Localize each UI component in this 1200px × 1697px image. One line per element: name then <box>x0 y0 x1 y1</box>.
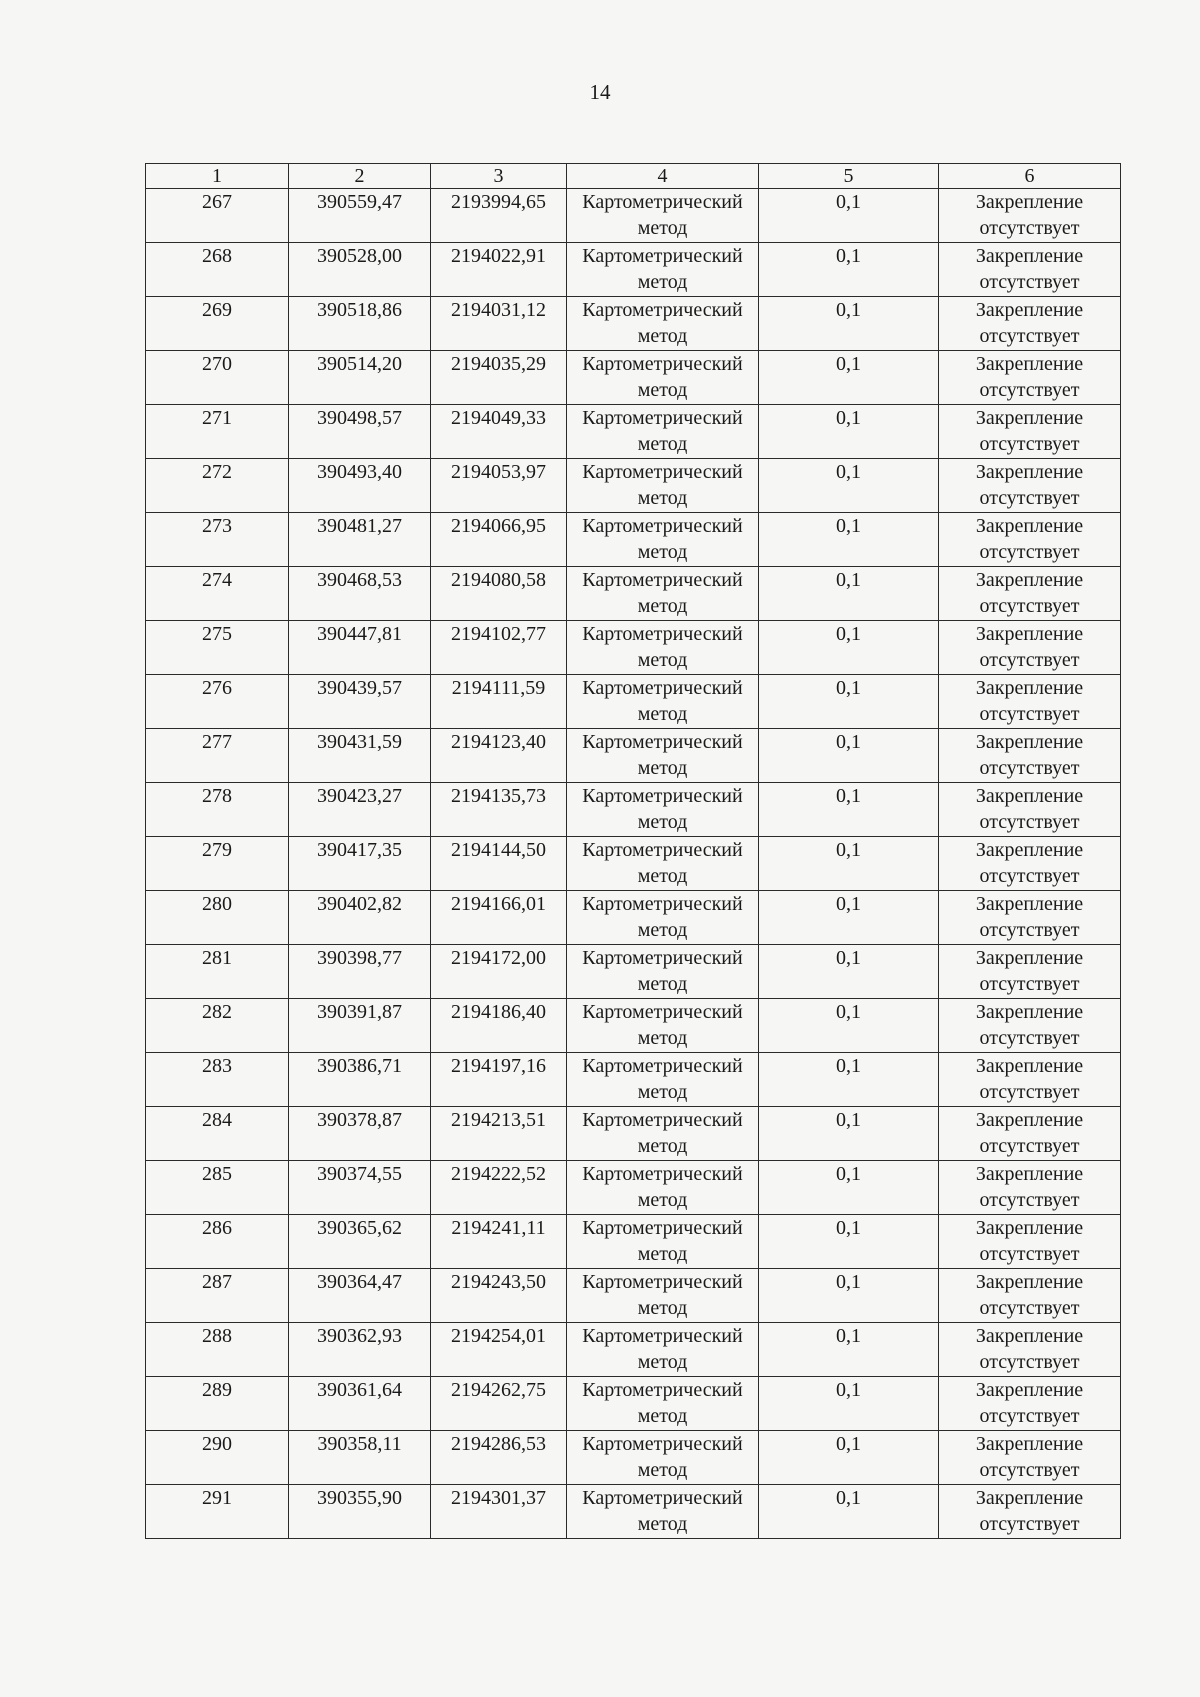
fixation-cell <box>939 297 1121 351</box>
method-line-1: Картометрический <box>582 947 743 969</box>
x-coordinate-cell: 390514,20 <box>289 351 431 405</box>
accuracy-cell: 0,1 <box>759 1161 939 1215</box>
method-line-2: метод <box>637 919 688 941</box>
x-coordinate-cell: 390365,62 <box>289 1215 431 1269</box>
fixation-cell <box>939 1323 1121 1377</box>
method-line-1: Картометрический <box>582 299 743 321</box>
accuracy-cell: 0,1 <box>759 675 939 729</box>
fixation-line-1: Закрепление <box>975 569 1084 591</box>
table-row <box>146 837 1121 891</box>
table-row <box>146 459 1121 513</box>
method-cell <box>567 243 759 297</box>
method-line-1: Картометрический <box>582 1001 743 1023</box>
fixation-cell <box>939 621 1121 675</box>
method-line-2: метод <box>637 649 688 671</box>
method-cell <box>567 1485 759 1539</box>
y-coordinate-cell: 2194049,33 <box>431 405 567 459</box>
method-line-2: метод <box>637 757 688 779</box>
method-cell <box>567 1161 759 1215</box>
method-cell <box>567 1323 759 1377</box>
y-coordinate-cell: 2194197,16 <box>431 1053 567 1107</box>
fixation-line-1: Закрепление <box>975 1379 1084 1401</box>
accuracy-cell: 0,1 <box>759 999 939 1053</box>
x-coordinate-cell: 390378,87 <box>289 1107 431 1161</box>
fixation-line-2: отсутствует <box>979 1243 1080 1265</box>
y-coordinate-cell: 2194301,37 <box>431 1485 567 1539</box>
y-coordinate-cell: 2194031,12 <box>431 297 567 351</box>
fixation-line-2: отсутствует <box>979 1405 1080 1427</box>
method-line-2: метод <box>637 1513 688 1535</box>
fixation-cell <box>939 1107 1121 1161</box>
fixation-line-1: Закрепление <box>975 731 1084 753</box>
point-number-cell: 272 <box>146 459 289 513</box>
y-coordinate-cell: 2194186,40 <box>431 999 567 1053</box>
method-line-2: метод <box>637 271 688 293</box>
x-coordinate-cell: 390439,57 <box>289 675 431 729</box>
accuracy-cell: 0,1 <box>759 1215 939 1269</box>
method-line-1: Картометрический <box>582 1487 743 1509</box>
method-line-2: метод <box>637 325 688 347</box>
method-line-2: метод <box>637 379 688 401</box>
point-number-cell: 277 <box>146 729 289 783</box>
method-cell <box>567 945 759 999</box>
fixation-line-1: Закрепление <box>975 245 1084 267</box>
fixation-line-1: Закрепление <box>975 191 1084 213</box>
point-number-cell: 285 <box>146 1161 289 1215</box>
method-line-2: метод <box>637 865 688 887</box>
y-coordinate-cell: 2193994,65 <box>431 189 567 243</box>
method-cell <box>567 729 759 783</box>
point-number-cell: 278 <box>146 783 289 837</box>
method-line-1: Картометрический <box>582 1433 743 1455</box>
point-number-cell: 269 <box>146 297 289 351</box>
y-coordinate-cell: 2194243,50 <box>431 1269 567 1323</box>
method-line-1: Картометрический <box>582 1055 743 1077</box>
table-row <box>146 351 1121 405</box>
table-row <box>146 945 1121 999</box>
point-number-cell: 268 <box>146 243 289 297</box>
point-number-cell: 289 <box>146 1377 289 1431</box>
fixation-line-1: Закрепление <box>975 1271 1084 1293</box>
method-line-2: метод <box>637 433 688 455</box>
fixation-line-2: отсутствует <box>979 811 1080 833</box>
method-line-1: Картометрический <box>582 407 743 429</box>
fixation-line-2: отсутствует <box>979 595 1080 617</box>
x-coordinate-cell: 390374,55 <box>289 1161 431 1215</box>
accuracy-cell: 0,1 <box>759 351 939 405</box>
fixation-line-1: Закрепление <box>975 1055 1084 1077</box>
x-coordinate-cell: 390417,35 <box>289 837 431 891</box>
accuracy-cell: 0,1 <box>759 1053 939 1107</box>
method-line-1: Картометрический <box>582 1271 743 1293</box>
accuracy-cell: 0,1 <box>759 1485 939 1539</box>
method-cell <box>567 351 759 405</box>
fixation-line-2: отсутствует <box>979 1351 1080 1373</box>
table-row <box>146 1431 1121 1485</box>
method-line-2: метод <box>637 973 688 995</box>
header-cell-4: 4 <box>567 164 759 189</box>
fixation-line-2: отсутствует <box>979 703 1080 725</box>
fixation-line-2: отсутствует <box>979 433 1080 455</box>
accuracy-cell: 0,1 <box>759 1377 939 1431</box>
x-coordinate-cell: 390386,71 <box>289 1053 431 1107</box>
fixation-line-1: Закрепление <box>975 1487 1084 1509</box>
fixation-cell <box>939 1053 1121 1107</box>
fixation-line-2: отсутствует <box>979 325 1080 347</box>
fixation-cell <box>939 351 1121 405</box>
method-cell <box>567 189 759 243</box>
accuracy-cell: 0,1 <box>759 621 939 675</box>
table-row <box>146 405 1121 459</box>
fixation-line-2: отсутствует <box>979 541 1080 563</box>
y-coordinate-cell: 2194286,53 <box>431 1431 567 1485</box>
fixation-cell <box>939 189 1121 243</box>
fixation-line-2: отсутствует <box>979 1027 1080 1049</box>
accuracy-cell: 0,1 <box>759 837 939 891</box>
method-cell <box>567 837 759 891</box>
accuracy-cell: 0,1 <box>759 189 939 243</box>
table-body <box>146 164 1121 1539</box>
method-cell <box>567 999 759 1053</box>
fixation-cell <box>939 837 1121 891</box>
method-line-2: метод <box>637 1027 688 1049</box>
method-cell <box>567 513 759 567</box>
method-line-2: метод <box>637 1405 688 1427</box>
fixation-line-2: отсутствует <box>979 271 1080 293</box>
fixation-line-1: Закрепление <box>975 461 1084 483</box>
fixation-cell <box>939 1377 1121 1431</box>
table-row <box>146 891 1121 945</box>
method-line-1: Картометрический <box>582 515 743 537</box>
x-coordinate-cell: 390355,90 <box>289 1485 431 1539</box>
method-cell <box>567 1377 759 1431</box>
point-number-cell: 281 <box>146 945 289 999</box>
fixation-cell <box>939 1269 1121 1323</box>
method-cell <box>567 621 759 675</box>
method-line-1: Картометрический <box>582 191 743 213</box>
accuracy-cell: 0,1 <box>759 459 939 513</box>
accuracy-cell: 0,1 <box>759 513 939 567</box>
y-coordinate-cell: 2194102,77 <box>431 621 567 675</box>
fixation-line-1: Закрепление <box>975 1325 1084 1347</box>
method-cell <box>567 567 759 621</box>
fixation-line-1: Закрепление <box>975 407 1084 429</box>
method-line-2: метод <box>637 595 688 617</box>
y-coordinate-cell: 2194222,52 <box>431 1161 567 1215</box>
fixation-line-1: Закрепление <box>975 1433 1084 1455</box>
point-number-cell: 279 <box>146 837 289 891</box>
x-coordinate-cell: 390423,27 <box>289 783 431 837</box>
table-row <box>146 1323 1121 1377</box>
header-row <box>146 164 1121 189</box>
table-row <box>146 783 1121 837</box>
header-cell-3: 3 <box>431 164 567 189</box>
point-number-cell: 283 <box>146 1053 289 1107</box>
x-coordinate-cell: 390498,57 <box>289 405 431 459</box>
point-number-cell: 271 <box>146 405 289 459</box>
fixation-line-2: отсутствует <box>979 1297 1080 1319</box>
method-cell <box>567 1269 759 1323</box>
header-cell-5: 5 <box>759 164 939 189</box>
x-coordinate-cell: 390364,47 <box>289 1269 431 1323</box>
x-coordinate-cell: 390518,86 <box>289 297 431 351</box>
method-line-1: Картометрический <box>582 1325 743 1347</box>
y-coordinate-cell: 2194213,51 <box>431 1107 567 1161</box>
table-row <box>146 1161 1121 1215</box>
method-line-1: Картометрический <box>582 1379 743 1401</box>
table-row <box>146 567 1121 621</box>
fixation-cell <box>939 243 1121 297</box>
fixation-line-2: отсутствует <box>979 487 1080 509</box>
y-coordinate-cell: 2194135,73 <box>431 783 567 837</box>
accuracy-cell: 0,1 <box>759 729 939 783</box>
point-number-cell: 282 <box>146 999 289 1053</box>
method-cell <box>567 1215 759 1269</box>
fixation-line-1: Закрепление <box>975 893 1084 915</box>
fixation-cell <box>939 783 1121 837</box>
fixation-line-1: Закрепление <box>975 947 1084 969</box>
coordinates-table <box>145 163 1121 1539</box>
table-row <box>146 675 1121 729</box>
x-coordinate-cell: 390358,11 <box>289 1431 431 1485</box>
accuracy-cell: 0,1 <box>759 243 939 297</box>
fixation-cell <box>939 513 1121 567</box>
fixation-cell <box>939 1161 1121 1215</box>
point-number-cell: 291 <box>146 1485 289 1539</box>
header-cell-2: 2 <box>289 164 431 189</box>
method-cell <box>567 1431 759 1485</box>
table-row <box>146 999 1121 1053</box>
y-coordinate-cell: 2194166,01 <box>431 891 567 945</box>
method-line-1: Картометрический <box>582 731 743 753</box>
y-coordinate-cell: 2194241,11 <box>431 1215 567 1269</box>
accuracy-cell: 0,1 <box>759 405 939 459</box>
method-line-1: Картометрический <box>582 461 743 483</box>
fixation-line-1: Закрепление <box>975 1001 1084 1023</box>
fixation-line-1: Закрепление <box>975 515 1084 537</box>
y-coordinate-cell: 2194262,75 <box>431 1377 567 1431</box>
method-cell <box>567 459 759 513</box>
method-line-1: Картометрический <box>582 1217 743 1239</box>
table-row <box>146 243 1121 297</box>
point-number-cell: 284 <box>146 1107 289 1161</box>
method-line-2: метод <box>637 1459 688 1481</box>
method-line-1: Картометрический <box>582 677 743 699</box>
fixation-cell <box>939 729 1121 783</box>
method-line-2: метод <box>637 1189 688 1211</box>
y-coordinate-cell: 2194254,01 <box>431 1323 567 1377</box>
table-row <box>146 297 1121 351</box>
fixation-line-2: отсутствует <box>979 649 1080 671</box>
fixation-line-2: отсутствует <box>979 1459 1080 1481</box>
fixation-line-1: Закрепление <box>975 299 1084 321</box>
x-coordinate-cell: 390391,87 <box>289 999 431 1053</box>
fixation-cell <box>939 891 1121 945</box>
method-line-1: Картометрический <box>582 839 743 861</box>
point-number-cell: 280 <box>146 891 289 945</box>
fixation-cell <box>939 1215 1121 1269</box>
fixation-cell <box>939 405 1121 459</box>
fixation-cell <box>939 945 1121 999</box>
method-line-1: Картометрический <box>582 623 743 645</box>
fixation-line-2: отсутствует <box>979 1189 1080 1211</box>
x-coordinate-cell: 390398,77 <box>289 945 431 999</box>
method-line-1: Картометрический <box>582 785 743 807</box>
header-cell-1: 1 <box>146 164 289 189</box>
x-coordinate-cell: 390559,47 <box>289 189 431 243</box>
x-coordinate-cell: 390361,64 <box>289 1377 431 1431</box>
method-cell <box>567 1053 759 1107</box>
accuracy-cell: 0,1 <box>759 567 939 621</box>
fixation-cell <box>939 567 1121 621</box>
accuracy-cell: 0,1 <box>759 783 939 837</box>
method-line-1: Картометрический <box>582 1109 743 1131</box>
point-number-cell: 275 <box>146 621 289 675</box>
accuracy-cell: 0,1 <box>759 891 939 945</box>
table-row <box>146 513 1121 567</box>
fixation-line-2: отсутствует <box>979 379 1080 401</box>
page-number: 14 <box>589 80 611 104</box>
fixation-line-1: Закрепление <box>975 785 1084 807</box>
table-row <box>146 621 1121 675</box>
point-number-cell: 267 <box>146 189 289 243</box>
x-coordinate-cell: 390528,00 <box>289 243 431 297</box>
fixation-cell <box>939 1485 1121 1539</box>
accuracy-cell: 0,1 <box>759 1323 939 1377</box>
method-line-1: Картометрический <box>582 569 743 591</box>
fixation-cell <box>939 1431 1121 1485</box>
table-row <box>146 1269 1121 1323</box>
accuracy-cell: 0,1 <box>759 1107 939 1161</box>
point-number-cell: 273 <box>146 513 289 567</box>
method-line-2: метод <box>637 541 688 563</box>
fixation-line-2: отсутствует <box>979 217 1080 239</box>
y-coordinate-cell: 2194111,59 <box>431 675 567 729</box>
method-line-2: метод <box>637 1081 688 1103</box>
method-line-2: метод <box>637 1297 688 1319</box>
method-line-1: Картометрический <box>582 245 743 267</box>
method-line-1: Картометрический <box>582 893 743 915</box>
table-row <box>146 1377 1121 1431</box>
table-row <box>146 1107 1121 1161</box>
method-line-2: метод <box>637 1351 688 1373</box>
y-coordinate-cell: 2194035,29 <box>431 351 567 405</box>
fixation-line-2: отсутствует <box>979 757 1080 779</box>
fixation-line-1: Закрепление <box>975 623 1084 645</box>
fixation-cell <box>939 459 1121 513</box>
x-coordinate-cell: 390447,81 <box>289 621 431 675</box>
point-number-cell: 287 <box>146 1269 289 1323</box>
accuracy-cell: 0,1 <box>759 1269 939 1323</box>
x-coordinate-cell: 390362,93 <box>289 1323 431 1377</box>
method-line-1: Картометрический <box>582 353 743 375</box>
point-number-cell: 286 <box>146 1215 289 1269</box>
fixation-cell <box>939 675 1121 729</box>
y-coordinate-cell: 2194080,58 <box>431 567 567 621</box>
x-coordinate-cell: 390431,59 <box>289 729 431 783</box>
fixation-line-1: Закрепление <box>975 839 1084 861</box>
point-number-cell: 270 <box>146 351 289 405</box>
x-coordinate-cell: 390402,82 <box>289 891 431 945</box>
table-row <box>146 1215 1121 1269</box>
y-coordinate-cell: 2194022,91 <box>431 243 567 297</box>
point-number-cell: 288 <box>146 1323 289 1377</box>
fixation-line-1: Закрепление <box>975 1109 1084 1131</box>
accuracy-cell: 0,1 <box>759 1431 939 1485</box>
method-cell <box>567 783 759 837</box>
point-number-cell: 276 <box>146 675 289 729</box>
y-coordinate-cell: 2194144,50 <box>431 837 567 891</box>
table-row <box>146 729 1121 783</box>
method-cell <box>567 891 759 945</box>
method-line-2: метод <box>637 1243 688 1265</box>
y-coordinate-cell: 2194066,95 <box>431 513 567 567</box>
x-coordinate-cell: 390493,40 <box>289 459 431 513</box>
point-number-cell: 290 <box>146 1431 289 1485</box>
fixation-line-2: отсутствует <box>979 1513 1080 1535</box>
table-row <box>146 189 1121 243</box>
fixation-line-1: Закрепление <box>975 1163 1084 1185</box>
method-line-1: Картометрический <box>582 1163 743 1185</box>
x-coordinate-cell: 390481,27 <box>289 513 431 567</box>
accuracy-cell: 0,1 <box>759 945 939 999</box>
point-number-cell: 274 <box>146 567 289 621</box>
fixation-line-2: отсутствует <box>979 919 1080 941</box>
method-cell <box>567 297 759 351</box>
method-cell <box>567 1107 759 1161</box>
method-line-2: метод <box>637 217 688 239</box>
method-cell <box>567 675 759 729</box>
fixation-line-1: Закрепление <box>975 353 1084 375</box>
fixation-line-2: отсутствует <box>979 865 1080 887</box>
fixation-line-2: отсутствует <box>979 1135 1080 1157</box>
y-coordinate-cell: 2194053,97 <box>431 459 567 513</box>
method-line-2: метод <box>637 487 688 509</box>
fixation-line-2: отсутствует <box>979 973 1080 995</box>
method-line-2: метод <box>637 811 688 833</box>
fixation-line-1: Закрепление <box>975 1217 1084 1239</box>
fixation-cell <box>939 999 1121 1053</box>
method-line-2: метод <box>637 703 688 725</box>
y-coordinate-cell: 2194172,00 <box>431 945 567 999</box>
fixation-line-1: Закрепление <box>975 677 1084 699</box>
x-coordinate-cell: 390468,53 <box>289 567 431 621</box>
table-row <box>146 1053 1121 1107</box>
y-coordinate-cell: 2194123,40 <box>431 729 567 783</box>
table-row <box>146 1485 1121 1539</box>
method-cell <box>567 405 759 459</box>
method-line-2: метод <box>637 1135 688 1157</box>
accuracy-cell: 0,1 <box>759 297 939 351</box>
header-cell-6: 6 <box>939 164 1121 189</box>
fixation-line-2: отсутствует <box>979 1081 1080 1103</box>
